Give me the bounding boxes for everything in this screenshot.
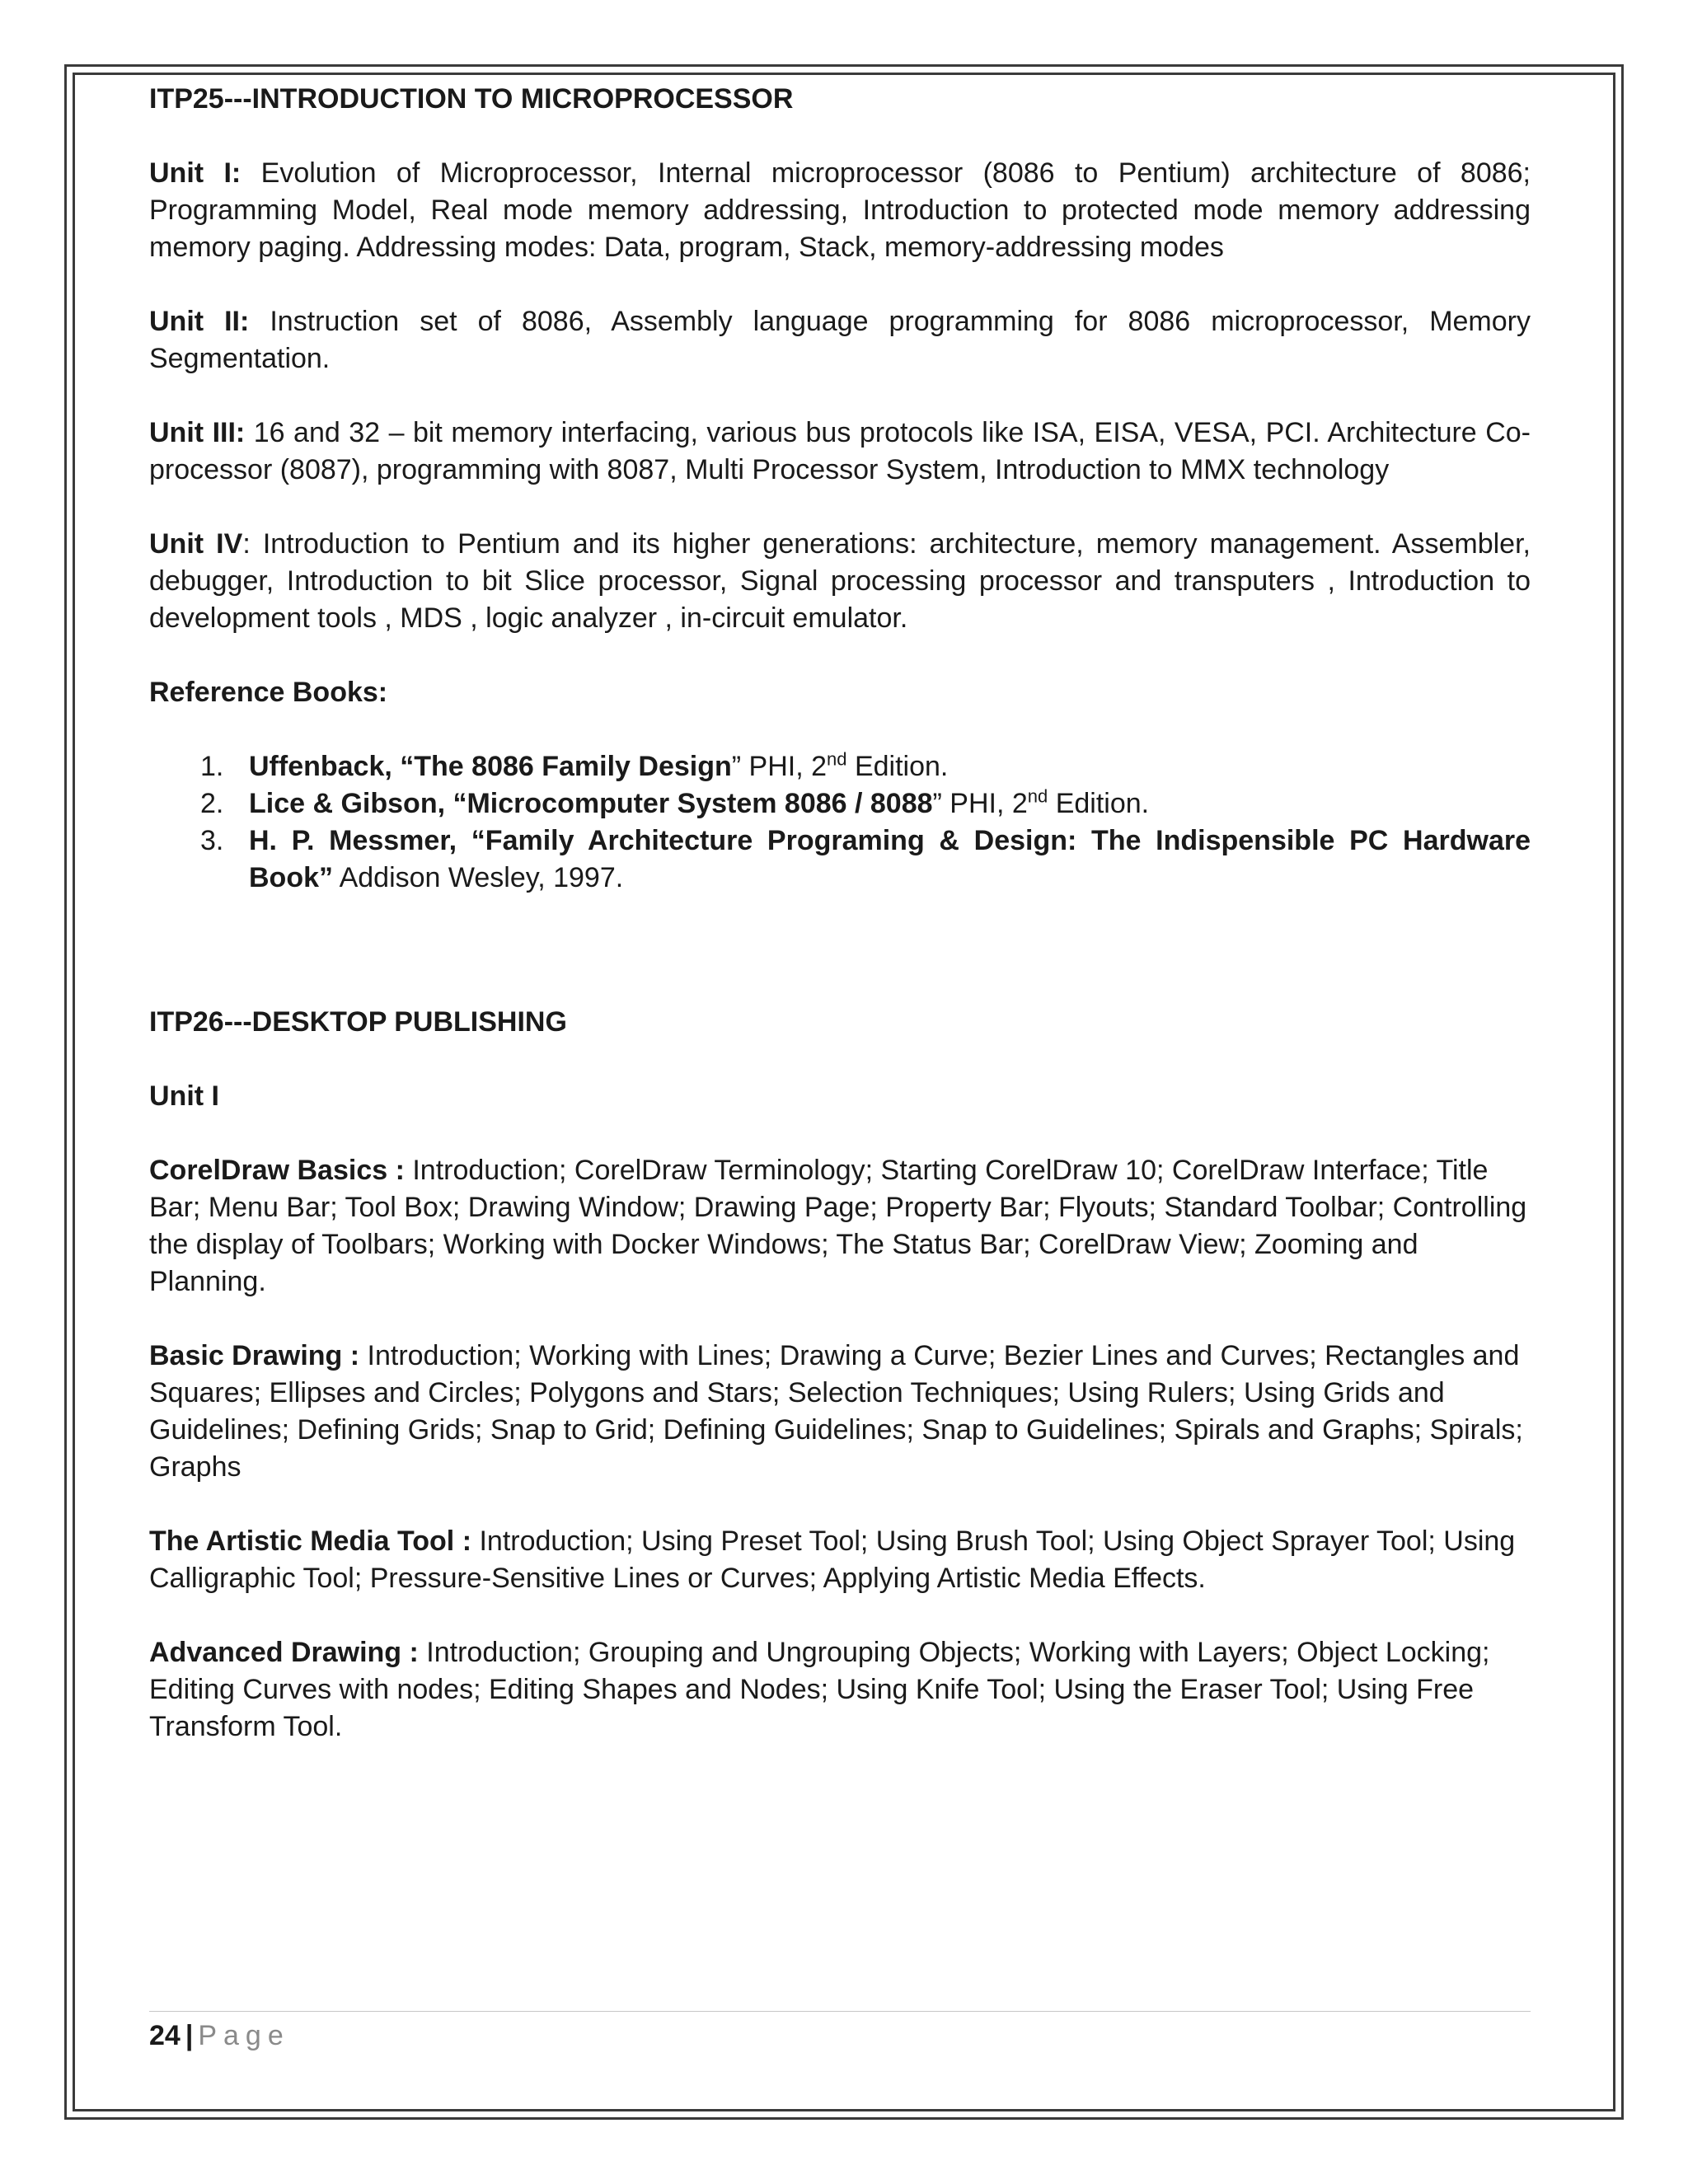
reference-title: Lice & Gibson, “Microcomputer System 8086 / 8088 (249, 788, 933, 819)
unit-3-text: 16 and 32 – bit memory interfacing, various bus protocols like ISA, EISA, VESA, PCI. Architecture Co-processor (8087), programming with 8087, Multi Processor System, Introduction to MMX technology (149, 417, 1531, 485)
section-text: Introduction; CorelDraw Terminology; Starting CorelDraw 10; CorelDraw Interface; Title Bar; Menu Bar; Tool Box; Drawing Window; Drawing Page; Property Bar; Flyouts; Standard Toolbar; Controlling the display of Toolbars; Working with Docker Windows; The Status Bar; CorelDraw View; Zooming and Planning. (149, 1155, 1527, 1297)
section-label: The Artistic Media Tool : (149, 1526, 472, 1557)
reference-item (149, 785, 1531, 823)
reference-list (149, 748, 1531, 897)
page-footer (149, 2018, 290, 2055)
section-text: Introduction; Grouping and Ungrouping Objects; Working with Layers; Object Locking; Editing Curves with nodes; Editing Shapes and Nodes; Using Knife Tool; Using the Eraser Tool; Using Free Transform Tool. (149, 1637, 1490, 1742)
unit-2-label: Unit II: (149, 306, 250, 337)
unit-2-text: Instruction set of 8086, Assembly language programming for 8086 microprocessor, Memory Segmentation. (149, 306, 1531, 374)
section-artistic-media-tool (149, 1523, 1531, 1597)
reference-edition: Edition. (846, 751, 949, 782)
section-basic-drawing (149, 1338, 1531, 1486)
reference-books-heading: Reference Books: (149, 677, 388, 708)
unit-2-paragraph (149, 303, 1531, 377)
reference-publisher: Addison Wesley, 1997. (333, 862, 624, 893)
reference-item (149, 823, 1531, 897)
reference-number: 2. (200, 788, 224, 819)
footer-divider (149, 2011, 1531, 2012)
reference-superscript: nd (1027, 785, 1048, 807)
unit-4-label: Unit IV (149, 528, 243, 560)
unit-1-paragraph (149, 155, 1531, 266)
reference-publisher: ” PHI, 2 (932, 788, 1028, 819)
section-label: Advanced Drawing : (149, 1637, 419, 1668)
reference-number: 3. (200, 825, 224, 856)
unit-4-text: : Introduction to Pentium and its higher generations: architecture, memory management. Assembler, debugger, Introduction to bit Slice processor, Signal processing processor and transputers , Introduction to development tools , MDS , logic analyzer , in-circuit emulator. (149, 528, 1531, 634)
course-title-itp25: ITP25---INTRODUCTION TO MICROPROCESSOR (149, 83, 794, 115)
page-number: 24 (149, 2020, 181, 2051)
section-text: Introduction; Working with Lines; Drawing a Curve; Bezier Lines and Curves; Rectangles and Squares; Ellipses and Circles; Polygons and Stars; Selection Techniques; Using Rulers; Using Grids and Guidelines; Defining Grids; Snap to Grid; Defining Guidelines; Snap to Guidelines; Spirals and Graphs; Spirals; Graphs (149, 1340, 1523, 1483)
unit-3-paragraph (149, 415, 1531, 489)
reference-number: 1. (200, 751, 224, 782)
section-advanced-drawing (149, 1634, 1531, 1746)
unit-heading: Unit I (149, 1080, 219, 1112)
reference-title: H. P. Messmer, “Family Architecture Programing & Design: The Indispensible PC Hardware Book” (249, 825, 1531, 893)
course-title-itp26: ITP26---DESKTOP PUBLISHING (149, 1006, 567, 1038)
section-coreldraw-basics (149, 1152, 1531, 1301)
unit-4-paragraph (149, 526, 1531, 637)
section-label: CorelDraw Basics : (149, 1155, 405, 1186)
reference-publisher: ” PHI, 2 (731, 751, 828, 782)
reference-edition: Edition. (1048, 788, 1150, 819)
footer-separator: | (185, 2020, 194, 2051)
section-text: Introduction; Using Preset Tool; Using Brush Tool; Using Object Sprayer Tool; Using Calligraphic Tool; Pressure-Sensitive Lines or Curves; Applying Artistic Media Effects. (149, 1526, 1516, 1594)
page-content (149, 81, 1531, 1746)
unit-3-label: Unit III: (149, 417, 246, 448)
reference-title: Uffenback, “The 8086 Family Design (249, 751, 732, 782)
reference-superscript: nd (827, 748, 847, 770)
section-label: Basic Drawing : (149, 1340, 360, 1371)
unit-1-label: Unit I: (149, 157, 241, 189)
page-label: Page (198, 2020, 290, 2051)
unit-1-text: Evolution of Microprocessor, Internal microprocessor (8086 to Pentium) architecture of 8086; Programming Model, Real mode memory addressing, Introduction to protected mode memory addressing memory paging. Addressing modes: Data, program, Stack, memory-addressing modes (149, 157, 1531, 263)
reference-item (149, 748, 1531, 785)
